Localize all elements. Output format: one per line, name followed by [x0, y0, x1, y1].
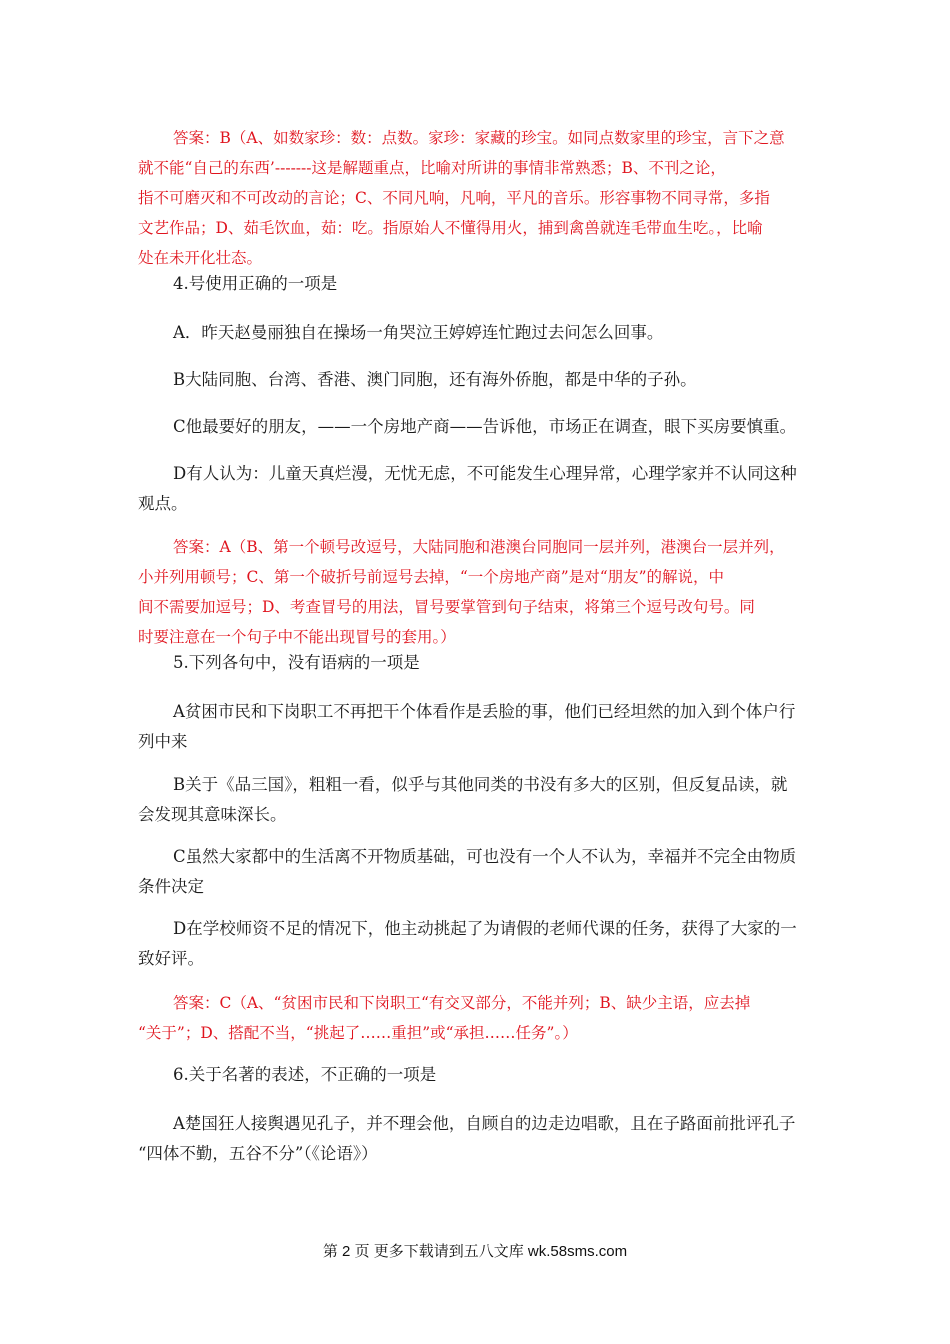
question-5-option-d: [138, 914, 818, 974]
answer-4-line: 时要注意在一个句子中不能出现冒号的套用。）: [138, 628, 456, 646]
option-text: 致好评。: [138, 949, 204, 968]
option-text: 观点。: [138, 494, 188, 513]
question-4-option-a: [138, 318, 818, 348]
answer-4-line: 间不需要加逗号；D、考查冒号的用法，冒号要掌管到句子结束，将第三个逗号改句号。同: [138, 598, 755, 616]
answer-3-line: 就不能“自己的东西’-------这是解题重点，比喻对所讲的事情非常熟悉；B、不刊之论，: [138, 159, 726, 177]
answer-3-line: 文艺作品；D、茹毛饮血，茹：吃。指原始人不懂得用火，捕到禽兽就连毛带血生吃。，比喻: [138, 219, 763, 237]
answer-3-line: 处在未开化壮态。: [138, 249, 263, 267]
question-6-stem: [138, 1060, 818, 1090]
question-5-option-c: [138, 842, 818, 902]
option-text: 条件决定: [138, 877, 204, 896]
question-5-option-a: [138, 697, 818, 757]
option-text: C虽然大家都中的生活离不开物质基础，可也没有一个人不认为，幸福并不完全由物质: [173, 847, 797, 866]
option-text: C他最要好的朋友，——一个房地产商——告诉他，市场正在调查，眼下买房要慎重。: [173, 417, 797, 436]
answer-4-line: 小并列用顿号；C、第一个破折号前逗号去掉，“一个房地产商”是对“朋友”的解说，中: [138, 568, 725, 586]
option-text: A．昨天赵曼丽独自在操场一角哭泣王婷婷连忙跑过去问怎么回事。: [173, 323, 664, 342]
answer-5-line: “关于”；D、搭配不当，“挑起了……重担”或“承担……任务”。）: [138, 1024, 578, 1042]
option-text: 会发现其意味深长。: [138, 805, 287, 824]
option-text: “四体不勤，五谷不分”（《论语》）: [138, 1144, 378, 1163]
question-stem-text: 5.下列各句中，没有语病的一项是: [173, 653, 420, 672]
question-stem-text: 6.关于名著的表述，不正确的一项是: [173, 1065, 437, 1084]
option-text: D有人认为：儿童天真烂漫，无忧无虑，不可能发生心理异常，心理学家并不认同这种: [173, 464, 797, 483]
answer-3-line: 答案：B（A、如数家珍：数：点数。家珍：家藏的珍宝。如同点数家里的珍宝，言下之意: [173, 129, 785, 147]
answer-3-line: 指不可磨灭和不可改动的言论；C、不同凡响，凡响，平凡的音乐。形容事物不同寻常，多指: [138, 189, 770, 207]
page-footer: 第 2 页 更多下载请到五八文库 wk.58sms.com: [322, 1243, 628, 1260]
answer-4-line: 答案：A（B、第一个顿号改逗号，大陆同胞和港澳台同胞同一层并列，港澳台一层并列，: [173, 538, 785, 556]
question-stem-text: 4.号使用正确的一项是: [173, 274, 338, 293]
option-text: 列中来: [138, 732, 188, 751]
question-6-option-a: [138, 1109, 818, 1169]
question-4-option-c: [138, 412, 818, 442]
answer-3: [138, 123, 818, 273]
question-4-option-b: [138, 365, 818, 395]
option-text: A贫困市民和下岗职工不再把干个体看作是丢脸的事，他们已经坦然的加入到个体户行: [173, 702, 796, 721]
answer-4: [138, 532, 818, 652]
option-text: B关于《品三国》，粗粗一看，似乎与其他同类的书没有多大的区别，但反复品读，就: [173, 775, 788, 794]
question-4-option-d: [138, 459, 818, 519]
option-text: B大陆同胞、台湾、香港、澳门同胞，还有海外侨胞，都是中华的子孙。: [173, 370, 697, 389]
answer-5-line: 答案：C（A、“贫困市民和下岗职工“有交叉部分，不能并列；B、缺少主语，应去掉: [173, 994, 751, 1012]
answer-5: [138, 988, 818, 1048]
question-4-stem: [138, 269, 818, 299]
question-5-stem: [138, 648, 818, 678]
option-text: D在学校师资不足的情况下，他主动挑起了为请假的老师代课的任务，获得了大家的一: [173, 919, 797, 938]
option-text: A楚国狂人接舆遇见孔子，并不理会他，自顾自的边走边唱歌，且在子路面前批评孔子: [173, 1114, 796, 1133]
question-5-option-b: [138, 770, 818, 830]
